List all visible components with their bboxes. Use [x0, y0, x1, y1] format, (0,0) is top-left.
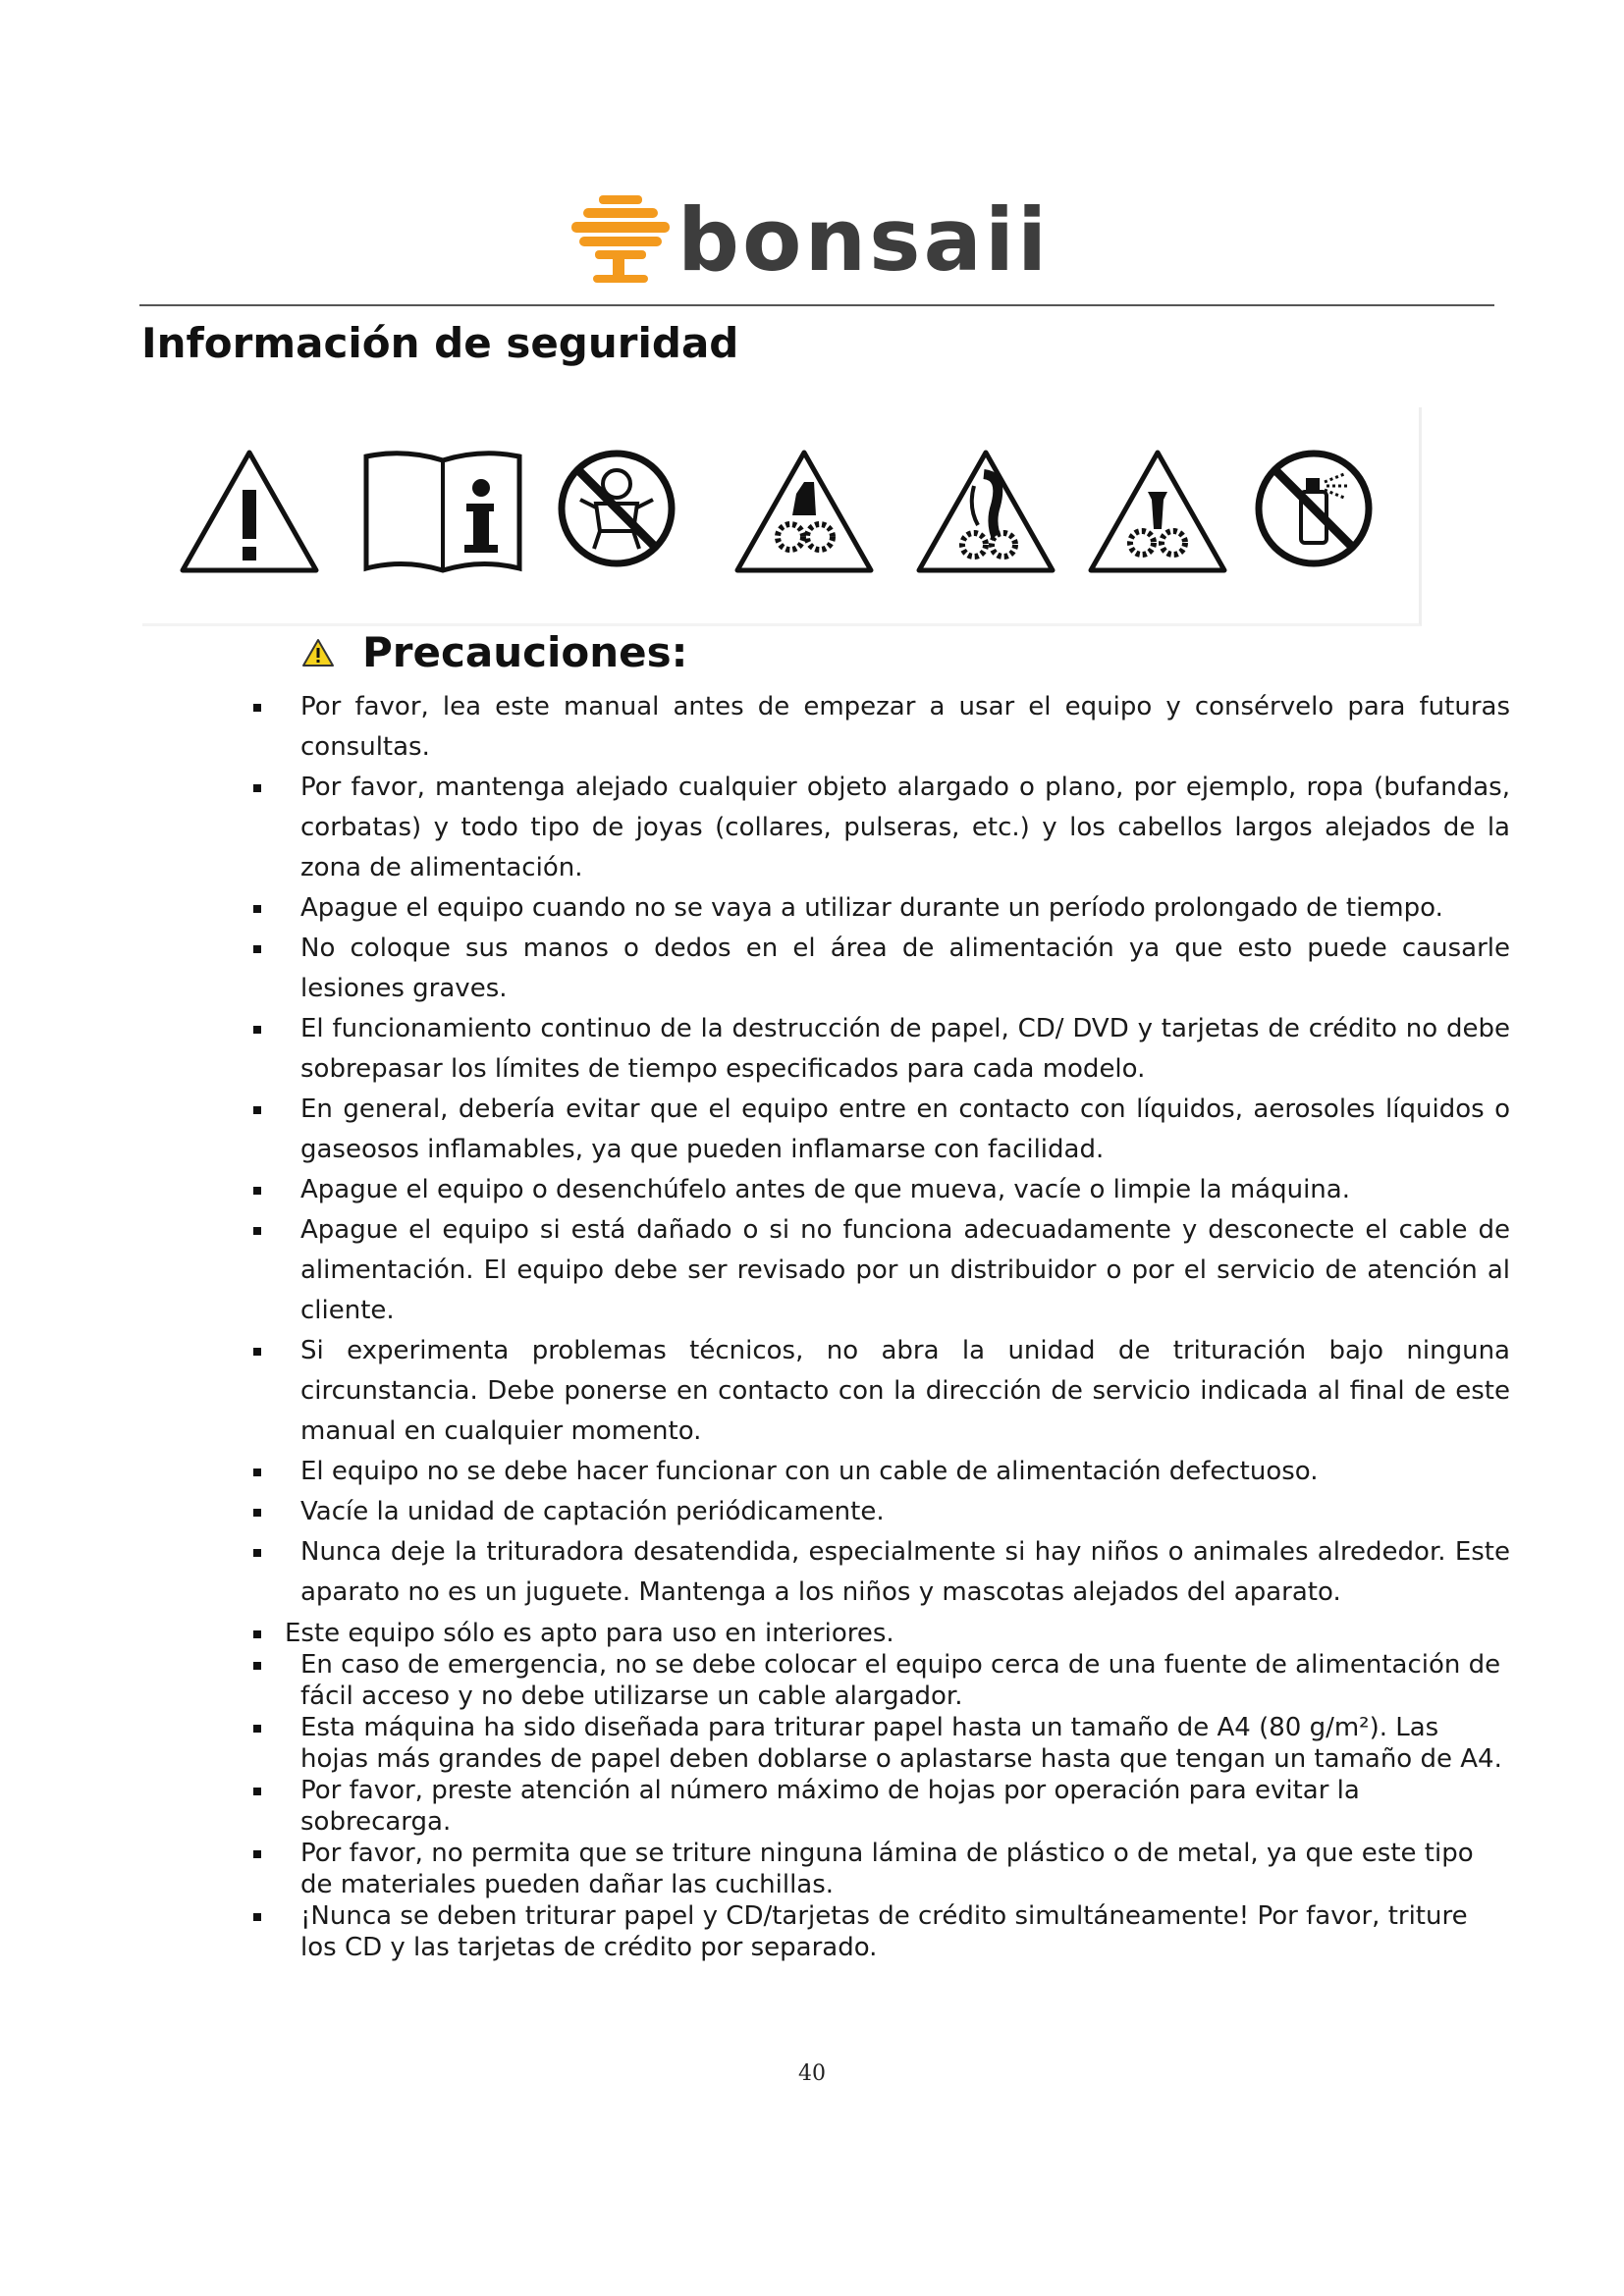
list-item: Esta máquina ha sido diseñada para triturar papel hasta un tamaño de A4 (80 g/m²). Las hojas más grandes de papel deben doblarse o aplastarse hasta que tengan un tamaño de A4. — [253, 1712, 1510, 1775]
precautions-heading — [301, 628, 687, 676]
list-item: Vacíe la unidad de captación periódicamente. — [253, 1492, 1510, 1532]
list-item: Por favor, preste atención al número máximo de hojas por operación para evitar la sobrecarga. — [253, 1775, 1510, 1838]
list-item: Si experimenta problemas técnicos, no abra la unidad de trituración bajo ninguna circunstancia. Debe ponerse en contacto con la dirección de servicio indicada al final de este manual en cualquier momento. — [253, 1331, 1510, 1452]
list-item: En general, debería evitar que el equipo entre en contacto con líquidos, aerosoles líquidos o gaseosos inflamables, ya que pueden inflamarse con facilidad. — [253, 1090, 1510, 1170]
page-title: Información de seguridad — [141, 319, 739, 367]
list-item: Apague el equipo si está dañado o si no funciona adecuadamente y desconecte el cable de alimentación. El equipo debe ser revisado por un distribuidor o por el servicio de atención al cliente. — [253, 1210, 1510, 1331]
general-warning-icon — [177, 447, 322, 576]
warning-icon — [301, 638, 335, 667]
hair-entanglement-icon — [913, 447, 1058, 576]
list-item: Apague el equipo cuando no se vaya a utilizar durante un período prolongado de tiempo. — [253, 888, 1510, 929]
bonsai-tree-icon — [569, 191, 672, 290]
bonsaii-logo — [569, 187, 1080, 294]
precautions-list — [253, 687, 1510, 1613]
precautions-list-continued — [253, 1618, 1510, 1963]
list-item: Este equipo sólo es apto para uso en interiores. — [253, 1618, 1510, 1649]
page-number: 40 — [798, 2061, 826, 2086]
list-item: No coloque sus manos o dedos en el área de alimentación ya que esto puede causarle lesiones graves. — [253, 929, 1510, 1009]
no-children-icon — [555, 447, 678, 570]
list-item: Por favor, no permita que se triture ninguna lámina de plástico o de metal, ya que este tipo de materiales pueden dañar las cuchillas. — [253, 1838, 1510, 1900]
header-rule — [139, 304, 1494, 306]
list-item: Por favor, mantenga alejado cualquier objeto alargado o plano, por ejemplo, ropa (bufandas, corbatas) y todo tipo de joyas (collares, pulseras, etc.) y los cabellos largos alejados de la zona de alimentación. — [253, 768, 1510, 888]
list-item: Apague el equipo o desenchúfelo antes de que mueva, vacíe o limpie la máquina. — [253, 1170, 1510, 1210]
precautions-title: Precauciones: — [362, 628, 688, 676]
read-manual-icon — [360, 447, 525, 576]
list-item: El funcionamiento continuo de la destrucción de papel, CD/ DVD y tarjetas de crédito no debe sobrepasar los límites de tiempo especificados para cada modelo. — [253, 1009, 1510, 1090]
list-item: Nunca deje la trituradora desatendida, especialmente si hay niños o animales alrededor. Este aparato no es un juguete. Mantenga a los niños y mascotas alejados del aparato. — [253, 1532, 1510, 1613]
hand-entanglement-icon — [731, 447, 877, 576]
no-aerosol-icon — [1252, 447, 1376, 570]
tie-entanglement-icon — [1085, 447, 1230, 576]
list-item: En caso de emergencia, no se debe colocar el equipo cerca de una fuente de alimentación de fácil acceso y no debe utilizarse un cable alargador. — [253, 1649, 1510, 1712]
safety-pictograms — [142, 407, 1422, 626]
brand-wordmark: bonsaii — [677, 189, 1051, 291]
list-item: El equipo no se debe hacer funcionar con un cable de alimentación defectuoso. — [253, 1452, 1510, 1492]
list-item: ¡Nunca se deben triturar papel y CD/tarjetas de crédito simultáneamente! Por favor, triture los CD y las tarjetas de crédito por separado. — [253, 1900, 1510, 1963]
list-item: Por favor, lea este manual antes de empezar a usar el equipo y consérvelo para futuras consultas. — [253, 687, 1510, 768]
